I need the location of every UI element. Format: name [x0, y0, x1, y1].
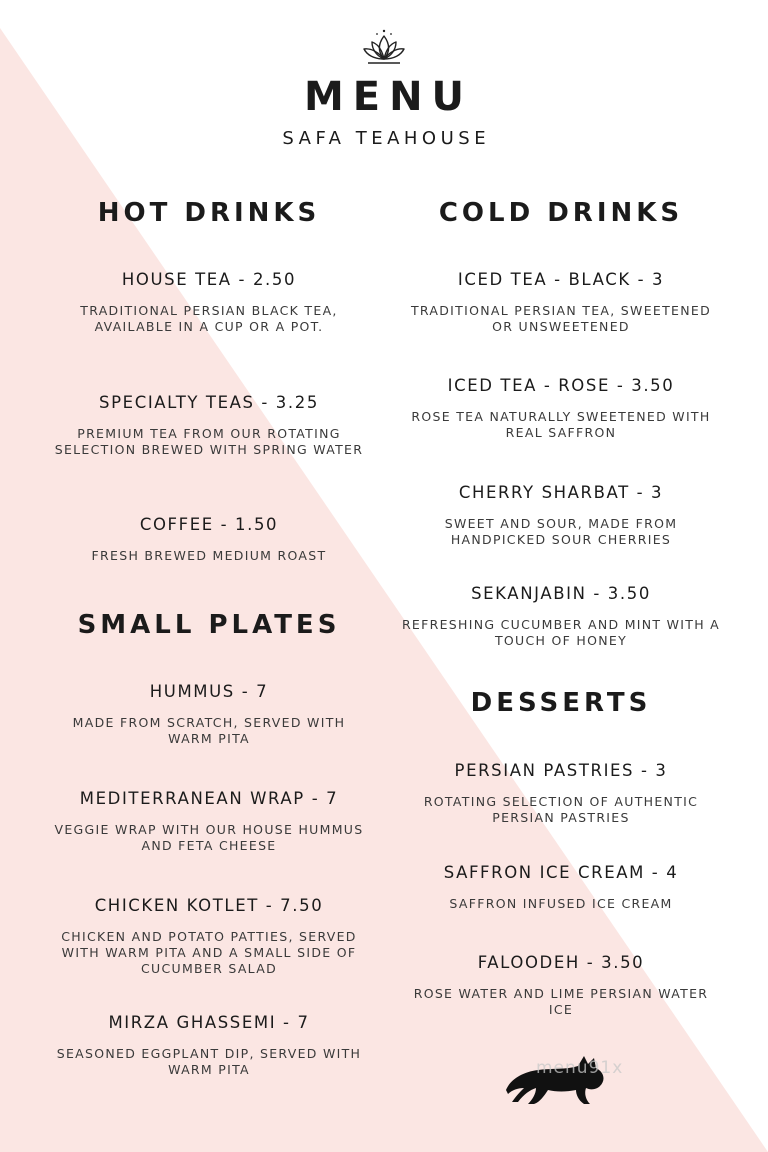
- menu-item: [400, 862, 722, 912]
- item-name: SPECIALTY TEAS - 3.25: [99, 393, 319, 412]
- menu-item: [48, 788, 370, 854]
- lotus-icon: [360, 28, 408, 68]
- item-description: SWEET AND SOUR, MADE FROM HANDPICKED SOUR CHERRIES: [444, 516, 678, 547]
- menu-item: [400, 269, 722, 335]
- item-name: CHICKEN KOTLET - 7.50: [94, 896, 324, 915]
- item-name: FALOODEH - 3.50: [477, 953, 645, 972]
- item-name: SEKANJABIN - 3.50: [471, 584, 651, 603]
- item-description: PREMIUM TEA FROM OUR ROTATING SELECTION BREWED WITH SPRING WATER: [54, 426, 364, 457]
- item-description: TRADITIONAL PERSIAN BLACK TEA, AVAILABLE IN A CUP OR A POT.: [80, 303, 338, 334]
- item-name: HUMMUS - 7: [149, 682, 269, 701]
- menu-item: [48, 681, 370, 747]
- item-name: COFFEE - 1.50: [139, 515, 279, 534]
- item-name: MIRZA GHASSEMI - 7: [108, 1013, 310, 1032]
- desserts-heading: DESSERTS: [470, 688, 652, 718]
- hot-drinks-heading: HOT DRINKS: [97, 198, 321, 228]
- item-description: ROTATING SELECTION OF AUTHENTIC PERSIAN PASTRIES: [423, 794, 699, 825]
- item-description: FRESH BREWED MEDIUM ROAST: [91, 548, 327, 563]
- item-description: SEASONED EGGPLANT DIP, SERVED WITH WARM PITA: [56, 1046, 362, 1077]
- watermark: menu91x: [536, 1058, 624, 1078]
- menu-item: [48, 269, 370, 335]
- cold-drinks-heading: COLD DRINKS: [438, 198, 684, 228]
- menu-item: [400, 375, 722, 441]
- item-description: VEGGIE WRAP WITH OUR HOUSE HUMMUS AND FETA CHEESE: [54, 822, 364, 853]
- item-name: PERSIAN PASTRIES - 3: [454, 761, 668, 780]
- item-description: MADE FROM SCRATCH, SERVED WITH WARM PITA: [72, 715, 346, 746]
- item-name: ICED TEA - BLACK - 3: [457, 270, 665, 289]
- menu-item: [400, 760, 722, 826]
- menu-item: [400, 952, 722, 1018]
- item-description: TRADITIONAL PERSIAN TEA, SWEETENED OR UNSWEETENED: [410, 303, 712, 334]
- item-description: SAFFRON INFUSED ICE CREAM: [449, 896, 673, 911]
- menu-title: MENU: [303, 74, 474, 120]
- teahouse-name: SAFA TEAHOUSE: [282, 128, 491, 149]
- small-plates-heading: SMALL PLATES: [77, 610, 341, 640]
- menu-item: [48, 895, 370, 977]
- item-description: REFRESHING CUCUMBER AND MINT WITH A TOUCH OF HONEY: [401, 617, 721, 648]
- menu-item: [400, 583, 722, 649]
- item-description: CHICKEN AND POTATO PATTIES, SERVED WITH WARM PITA AND A SMALL SIDE OF CUCUMBER SALAD: [61, 929, 357, 976]
- item-name: CHERRY SHARBAT - 3: [458, 483, 664, 502]
- menu-item: [48, 1012, 370, 1078]
- item-name: HOUSE TEA - 2.50: [121, 270, 297, 289]
- menu-item: [48, 392, 370, 458]
- item-name: MEDITERRANEAN WRAP - 7: [79, 789, 339, 808]
- menu-item: [48, 514, 370, 564]
- item-description: ROSE WATER AND LIME PERSIAN WATER ICE: [413, 986, 709, 1017]
- item-description: ROSE TEA NATURALLY SWEETENED WITH REAL SAFFRON: [411, 409, 711, 440]
- item-name: ICED TEA - ROSE - 3.50: [447, 376, 675, 395]
- menu-item: [400, 482, 722, 548]
- item-name: SAFFRON ICE CREAM - 4: [443, 863, 679, 882]
